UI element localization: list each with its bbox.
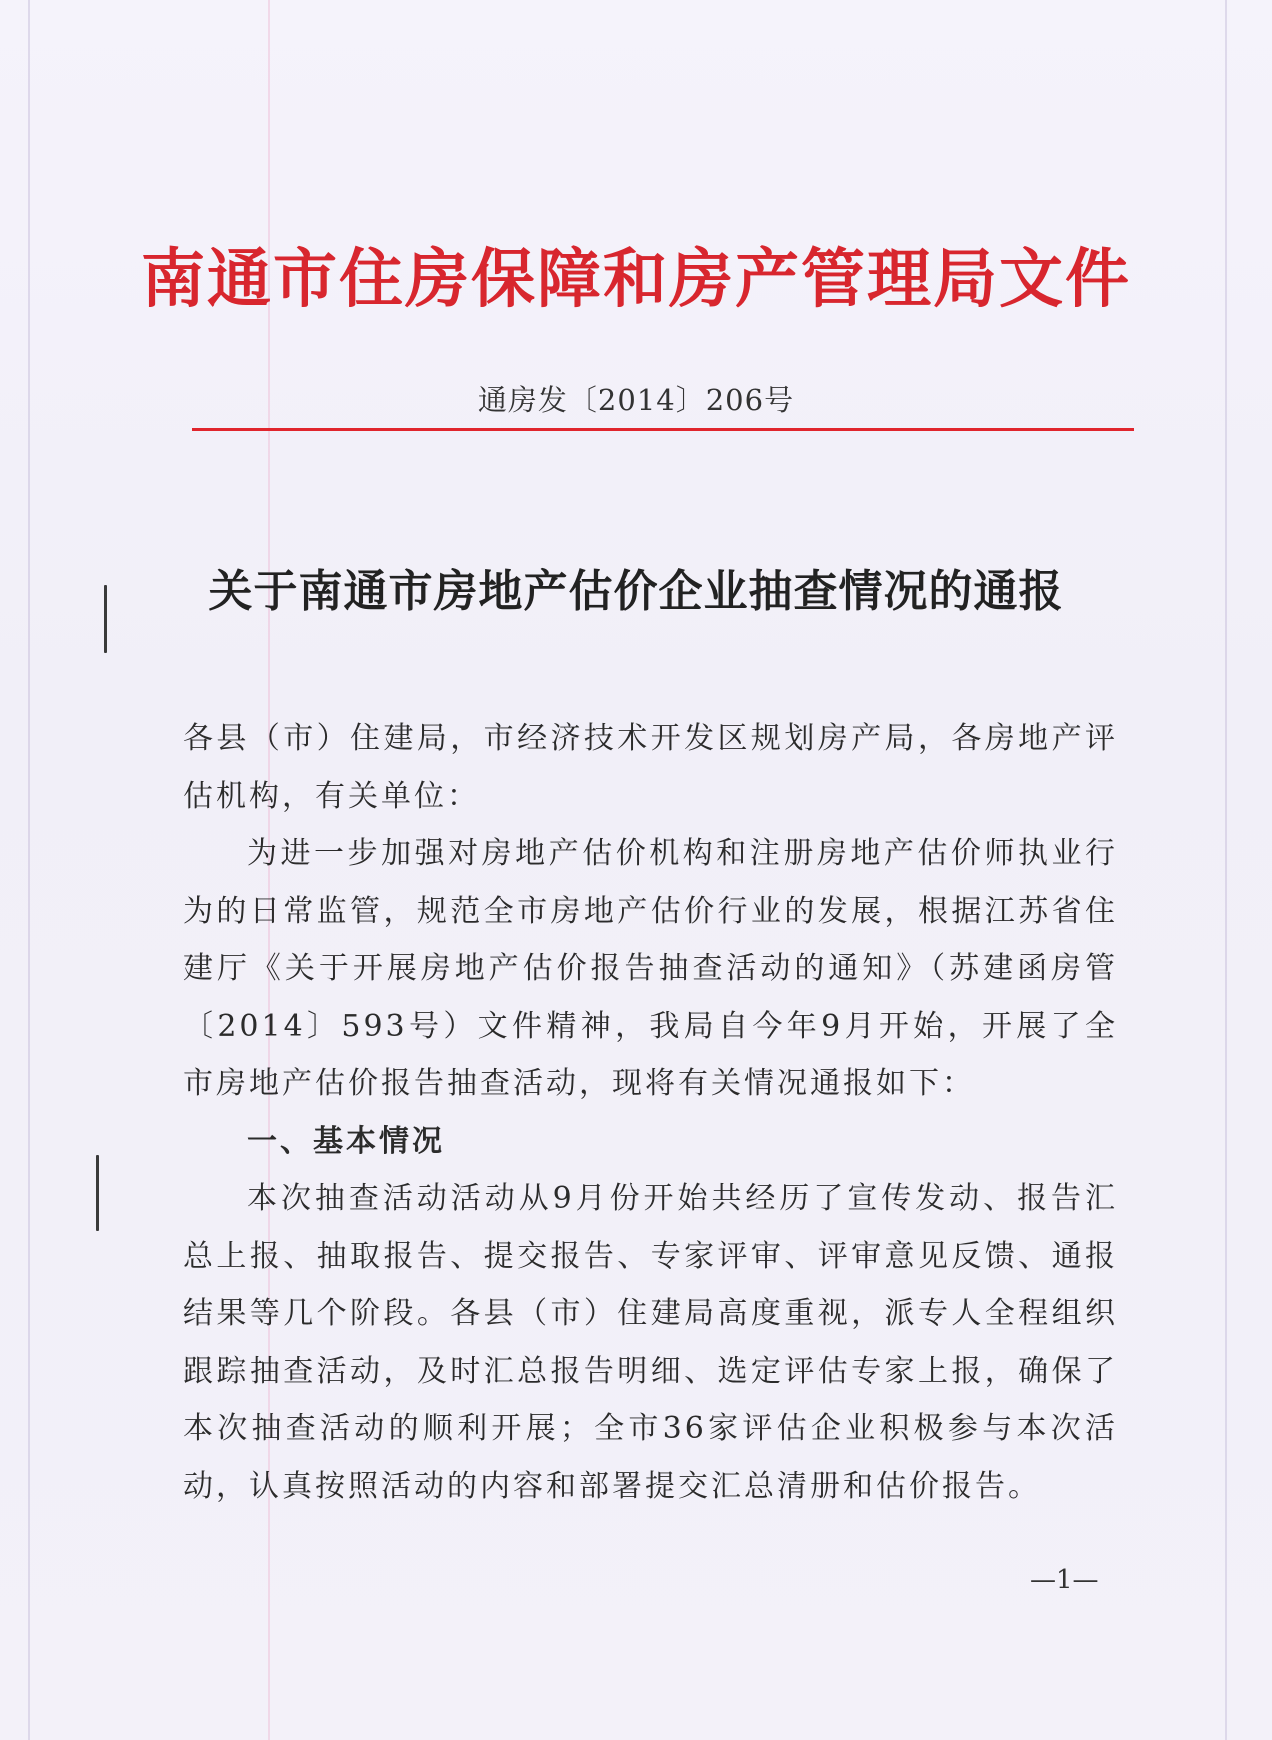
agency-header-title: 南通市住房保障和房产管理局文件 xyxy=(141,243,1131,317)
document-title: 关于南通市房地产估价企业抽查情况的通报 xyxy=(208,566,1064,617)
document-number: 通房发〔2014〕206号 xyxy=(477,383,795,417)
red-divider-line xyxy=(192,428,1134,431)
page-number: —1— xyxy=(1030,1565,1099,1595)
section-heading: 一、基本情况 xyxy=(247,1123,445,1159)
paragraph: 为进一步加强对房地产估价机构和注册房地产估价师执业行为的日常监管，规范全市房地产估价行业的发展，根据江苏省住建厅《关于开展房地产估价报告抽查活动的通知》（苏建函房管〔2014〕593号）文件精神，我局自今年9月开始，开展了全市房地产估价报告抽查活动，现将有关情况通报如下： xyxy=(183,836,1118,1101)
salutation: 各县（市）住建局，市经济技术开发区规划房产局，各房地产评估机构，有关单位： xyxy=(183,721,1118,814)
staple-mark xyxy=(104,585,107,653)
paragraph: 本次抽查活动活动从9月份开始共经历了宣传发动、报告汇总上报、抽取报告、提交报告、专家评审、评审意见反馈、通报结果等几个阶段。各县（市）住建局高度重视，派专人全程组织跟踪抽查活动，及时汇总报告明细、选定评估专家上报，确保了本次抽查活动的顺利开展；全市36家评估企业积极参与本次活动，认真按照活动的内容和部署提交汇总清册和估价报告。 xyxy=(183,1181,1118,1504)
document-body xyxy=(183,710,1118,1515)
staple-mark xyxy=(96,1155,99,1231)
